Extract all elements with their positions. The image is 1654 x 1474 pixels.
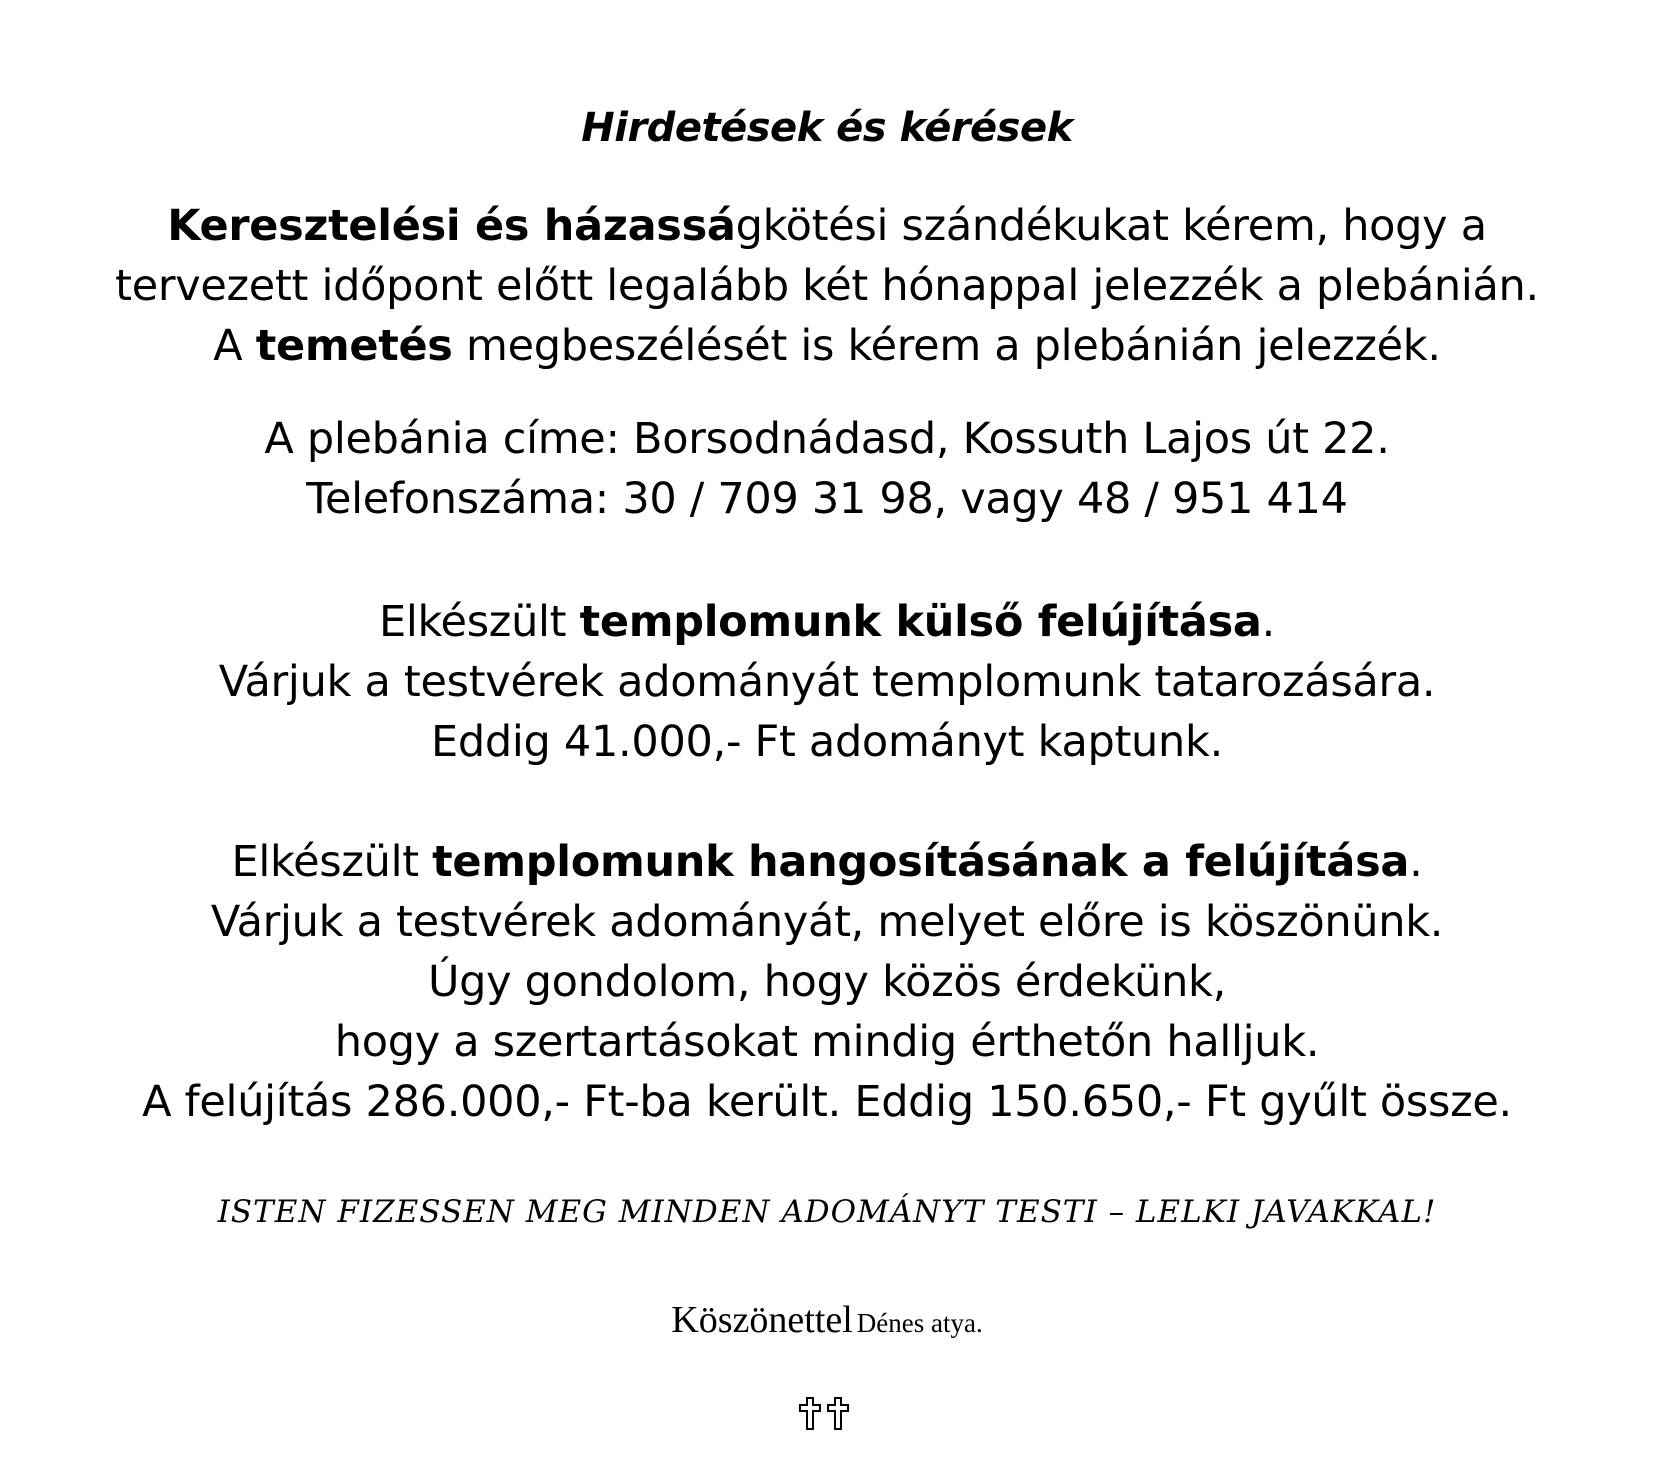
- exterior-prefix: Elkészült: [378, 597, 580, 647]
- sacraments-line-1: [0, 196, 1654, 256]
- sacraments-notice: [0, 196, 1654, 376]
- sound-bold-text: templomunk hangosításának a felújítása: [432, 837, 1410, 887]
- double-cross-icon: [797, 1395, 857, 1435]
- exterior-renovation-notice: [0, 592, 1654, 772]
- exterior-request: Várjuk a testvérek adományát templomunk tatarozására.: [218, 657, 1436, 707]
- sound-reason-2: hogy a szertartásokat mindig érthetőn halljuk.: [334, 1017, 1320, 1067]
- exterior-donation-total: Eddig 41.000,- Ft adományt kaptunk.: [431, 717, 1223, 767]
- sound-suffix: .: [1409, 837, 1423, 887]
- sound-heading-line: [0, 832, 1654, 892]
- sacraments-text: gkötési szándékukat kérem, hogy a: [735, 201, 1487, 251]
- sound-reason-1: Úgy gondolom, hogy közös érdekünk,: [427, 957, 1226, 1007]
- signature-name: Dénes atya.: [856, 1308, 983, 1338]
- exterior-suffix: .: [1261, 597, 1276, 647]
- exterior-bold-text: templomunk külső felújítása: [579, 597, 1262, 647]
- blessing-text: ISTEN FIZESSEN MEG MINDEN ADOMÁNYT TESTI – LELKI JAVAKKAL!: [217, 1194, 1437, 1230]
- thanks-text: Köszönettel: [671, 1299, 853, 1341]
- exterior-heading-line: [0, 592, 1654, 652]
- sound-request: Várjuk a testvérek adományát, melyet előre is köszönünk.: [210, 897, 1444, 947]
- sound-renovation-notice: [0, 832, 1654, 1132]
- funeral-prefix: A: [213, 321, 256, 371]
- funeral-bold-text: temetés: [255, 321, 453, 371]
- parish-address: A plebánia címe: Borsodnádasd, Kossuth Lajos út 22.: [264, 414, 1390, 464]
- parish-contact: [0, 409, 1654, 529]
- sacraments-bold-text: Keresztelési és házassá: [167, 201, 736, 251]
- signature: [0, 1295, 1654, 1353]
- funeral-text: megbeszélését is kérem a plebánián jelezzék.: [452, 321, 1441, 371]
- page-title: Hirdetések és kérések: [581, 105, 1073, 151]
- sound-cost-total: A felújítás 286.000,- Ft-ba került. Eddig 150.650,- Ft gyűlt össze.: [142, 1077, 1512, 1127]
- parish-phone: Telefonszáma: 30 / 709 31 98, vagy 48 / 951 414: [306, 474, 1348, 524]
- sacraments-line-2: tervezett időpont előtt legalább két hónappal jelezzék a plebánián.: [115, 261, 1539, 311]
- funeral-line: [0, 316, 1654, 376]
- sound-prefix: Elkészült: [231, 837, 433, 887]
